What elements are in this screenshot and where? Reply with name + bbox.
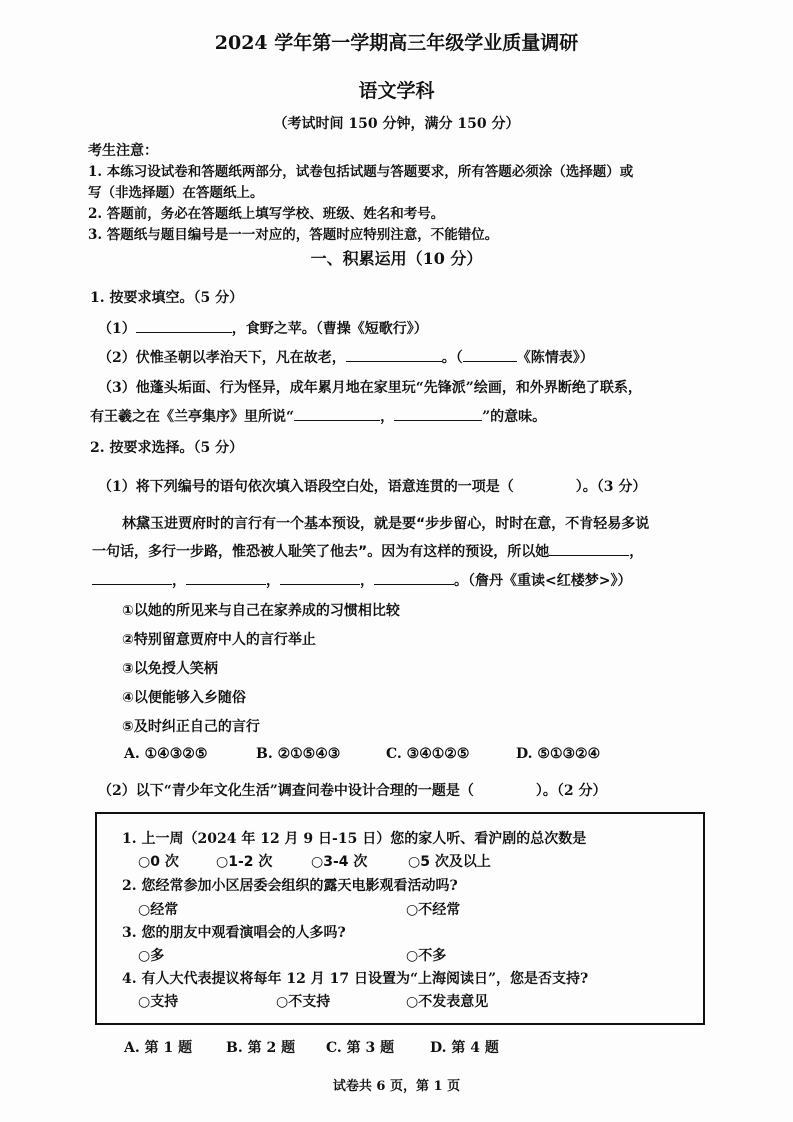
q1-item-2: （2）伏惟圣朝以孝治天下，凡在故老， 。（ 《陈情表》）: [98, 347, 594, 367]
answer-blank[interactable]: [394, 406, 482, 421]
q2-sub2-prompt: （2）以下“青少年文化生活”调查问卷中设计合理的一题是（ ）。（2 分）: [98, 783, 607, 799]
answer-blank[interactable]: [549, 541, 629, 556]
choice-d[interactable]: D. 第 4 题: [430, 1040, 499, 1056]
notice-line-3: 3. 答题纸与题目编号是一一对应的，答题时应特别注意，不能错位。: [88, 227, 499, 243]
q1-heading: 1. 按要求填空。（5 分）: [90, 290, 244, 306]
survey-radio[interactable]: ○支持: [138, 994, 179, 1010]
sentence-option: ③以免授人笑柄: [122, 661, 218, 677]
q2-heading: 2. 按要求选择。（5 分）: [90, 440, 244, 456]
answer-blank[interactable]: [294, 406, 380, 421]
answer-blank[interactable]: [136, 318, 232, 333]
sentence-option: ①以她的所见来与自己在家养成的习惯相比较: [122, 603, 400, 619]
survey-q2: 2. 您经常参加小区居委会组织的露天电影观看活动吗?: [122, 878, 458, 894]
sentence-option: ②特别留意贾府中人的言行举止: [122, 632, 316, 648]
notice-line-1a: 1. 本练习设试卷和答题纸两部分，试卷包括试题与答题要求，所有答题必须涂（选择题）或: [88, 164, 634, 180]
notice-line-2: 2. 答题前，务必在答题纸上填写学校、班级、姓名和考号。: [88, 206, 445, 222]
choice-b[interactable]: B. 第 2 题: [226, 1040, 296, 1056]
notice-heading: 考生注意：: [88, 143, 158, 159]
q1-item-3b: 有王羲之在《兰亭集序》里所说“ ， ”的意味。: [90, 406, 546, 426]
survey-radio[interactable]: ○多: [138, 948, 165, 964]
passage-line-3: ， ， ， 。（詹丹《重读<红楼梦>》）: [92, 570, 631, 590]
passage-line-2: 一句话，多行一步路，惟恐被人耻笑了他去”。因为有这样的预设，所以她 ，: [92, 541, 643, 561]
exam-title: 2024 学年第一学期高三年级学业质量调研: [214, 32, 579, 54]
survey-radio[interactable]: ○不多: [406, 948, 447, 964]
survey-radio[interactable]: ○5 次及以上: [408, 854, 491, 870]
q1-item-3a: （3）他蓬头垢面、行为怪异，成年累月地在家里玩“先锋派”绘画，和外界断绝了联系，: [98, 380, 642, 396]
survey-radio[interactable]: ○0 次: [138, 854, 179, 870]
survey-radio[interactable]: ○3-4 次: [311, 854, 368, 870]
answer-blank[interactable]: [280, 570, 360, 585]
notice-line-1b: 写（非选择题）在答题纸上。: [88, 185, 264, 201]
q2-sub1-prompt: （1）将下列编号的语句依次填入语段空白处，语意连贯的一项是（ ）。（3 分）: [98, 479, 647, 495]
answer-blank[interactable]: [374, 570, 454, 585]
subject-title: 语文学科: [358, 80, 435, 102]
survey-radio[interactable]: ○不支持: [276, 994, 331, 1010]
page-footer: 试卷共 6 页，第 1 页: [332, 1079, 461, 1094]
choice-a[interactable]: A. ①④③②⑤: [124, 746, 208, 762]
answer-blank[interactable]: [463, 347, 517, 362]
choice-c[interactable]: C. 第 3 题: [326, 1040, 395, 1056]
survey-q1: 1. 上一周（2024 年 12 月 9 日-15 日）您的家人听、看沪剧的总次数是: [122, 831, 587, 847]
choice-b[interactable]: B. ②①⑤④③: [256, 746, 341, 762]
q1-item-1: （1） ，食野之苹。（曹操《短歌行》）: [98, 318, 428, 338]
sentence-option: ④以便能够入乡随俗: [122, 690, 246, 706]
time-info: （考试时间 150 分钟，满分 150 分）: [273, 116, 520, 132]
section-title: 一、积累运用（10 分）: [310, 249, 483, 268]
sentence-option: ⑤及时纠正自己的言行: [122, 719, 260, 735]
survey-radio[interactable]: ○不经常: [406, 902, 461, 918]
survey-q3: 3. 您的朋友中观看演唱会的人多吗?: [122, 925, 346, 941]
choice-a[interactable]: A. 第 1 题: [124, 1040, 193, 1056]
survey-radio[interactable]: ○不发表意见: [406, 994, 489, 1010]
survey-radio[interactable]: ○经常: [138, 902, 179, 918]
answer-blank[interactable]: [186, 570, 266, 585]
choice-c[interactable]: C. ③④①②⑤: [386, 746, 470, 762]
answer-blank[interactable]: [92, 570, 172, 585]
survey-radio[interactable]: ○1-2 次: [216, 854, 273, 870]
choice-d[interactable]: D. ⑤①③②④: [516, 746, 601, 762]
answer-blank[interactable]: [346, 347, 442, 362]
passage-line-1: 林黛玉进贾府时的言行有一个基本预设，就是要“步步留心，时时在意，不肯轻易多说: [122, 516, 650, 532]
survey-q4: 4. 有人大代表提议将每年 12 月 17 日设置为“上海阅读日”，您是否支持?: [122, 971, 589, 987]
